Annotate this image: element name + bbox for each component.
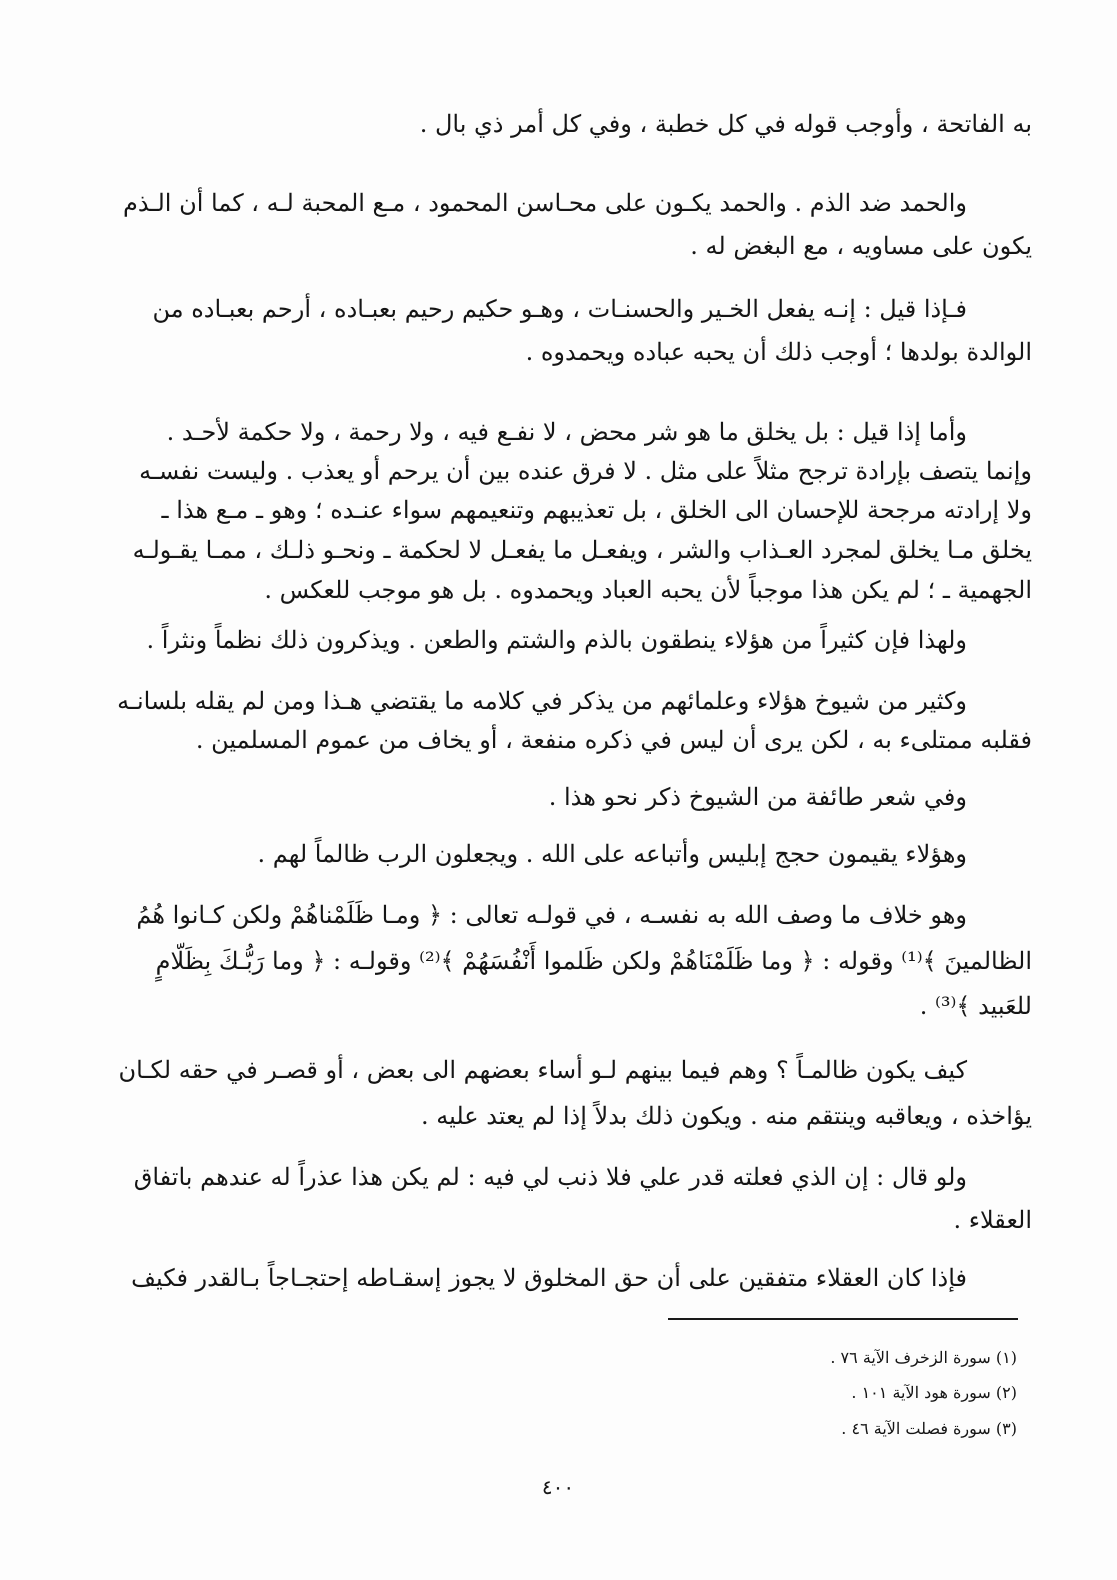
body-line: الجهمية ـ ؛ لم يكن هذا موجباً لأن يحبه العباد ويحمدوه . بل هو موجب للعكس . bbox=[264, 576, 1032, 604]
body-line: وإنما يتصف بإرادة ترجح مثلاً على مثل . لا فرق عنده بين أن يرحم أو يعذب . وليست نفسـه bbox=[139, 457, 1032, 485]
body-line: ولهذا فإن كثيراً من هؤلاء ينطقون بالذم والشتم والطعن . ويذكرون ذلك نظماً ونثراً . bbox=[146, 626, 967, 654]
body-line: يؤاخذه ، ويعاقبه وينتقم منه . ويكون ذلك بدلاً إذا لم يعتد عليه . bbox=[420, 1102, 1032, 1130]
body-line: فإذا كان العقلاء متفقين على أن حق المخلوق لا يجوز إسقـاطه إحتجـاجاً بـالقدر فكيف bbox=[131, 1264, 967, 1292]
body-line: وكثير من شيوخ هؤلاء وعلمائهم من يذكر في كلامه ما يقتضي هـذا ومن لم يقله بلسانـه bbox=[117, 687, 967, 715]
body-line: الظالمينَ ﴾⁽¹⁾ وقوله : ﴿ وما ظَلَمْنَاهُمْ ولكن ظَلموا أَنْفُسَهُمْ ﴾⁽²⁾ وقولـه : ﴿ وما رَبُّـكَ بِظَلّامٍ bbox=[155, 947, 1032, 975]
body-line: وهؤلاء يقيمون حجج إبليس وأتباعه على الله . ويجعلون الرب ظالماً لهم . bbox=[257, 840, 967, 868]
footnote: (٣) سورة فصلت الآية ٤٦ . bbox=[841, 1419, 1017, 1438]
body-line: ولو قال : إن الذي فعلته قدر علي فلا ذنب لي فيه : لم يكن هذا عذراً له عندهم باتفاق bbox=[133, 1163, 967, 1191]
body-line: وفي شعر طائفة من الشيوخ ذكر نحو هذا . bbox=[548, 783, 967, 811]
footnote: (١) سورة الزخرف الآية ٧٦ . bbox=[830, 1348, 1017, 1367]
body-line: الوالدة بولدها ؛ أوجب ذلك أن يحبه عباده ويحمدوه . bbox=[525, 338, 1032, 366]
body-line: العقلاء . bbox=[953, 1206, 1032, 1234]
footnote: (٢) سورة هود الآية ١٠١ . bbox=[851, 1383, 1017, 1402]
body-line: يكون على مساويه ، مع البغض له . bbox=[690, 232, 1032, 260]
body-line: ولا إرادته مرجحة للإحسان الى الخلق ، بل تعذيبهم وتنعيمهم سواء عنـده ؛ وهو ـ مـع هذا ـ bbox=[161, 496, 1032, 524]
body-line: وهو خلاف ما وصف الله به نفسـه ، في قولـه تعالى : ﴿ ومـا ظَلَمْناهُمْ ولكن كـانوا هُمُ bbox=[136, 901, 967, 929]
body-line: فـإذا قيل : إنـه يفعل الخـير والحسنـات ، وهـو حكيم رحيم بعبـاده ، أرحم بعبـاده من bbox=[152, 295, 967, 323]
page-number: ٤٠٠ bbox=[541, 1475, 575, 1499]
body-line: والحمد ضد الذم . والحمد يكـون على محـاسن المحمود ، مـع المحبة لـه ، كما أن الـذم bbox=[122, 189, 967, 217]
body-line: للعَبيد ﴾⁽³⁾ . bbox=[919, 992, 1032, 1020]
body-line: كيف يكون ظالمـاً ؟ وهم فيما بينهم لـو أساء بعضهم الى بعض ، أو قصـر في حقه لكـان bbox=[118, 1056, 967, 1084]
body-line: فقلبه ممتلىء به ، لكن يرى أن ليس في ذكره منفعة ، أو يخاف من عموم المسلمين . bbox=[195, 726, 1032, 754]
footnote-divider bbox=[668, 1318, 1018, 1320]
body-line: يخلق مـا يخلق لمجرد العـذاب والشر ، ويفعـل ما يفعـل لا لحكمة ـ ونحـو ذلـك ، ممـا يقـولـه bbox=[132, 536, 1032, 564]
body-line: به الفاتحة ، وأوجب قوله في كل خطبة ، وفي كل أمر ذي بال . bbox=[419, 110, 1032, 138]
body-line: وأما إذا قيل : بل يخلق ما هو شر محض ، لا نفـع فيه ، ولا رحمة ، ولا حكمة لأحـد . bbox=[166, 418, 967, 446]
